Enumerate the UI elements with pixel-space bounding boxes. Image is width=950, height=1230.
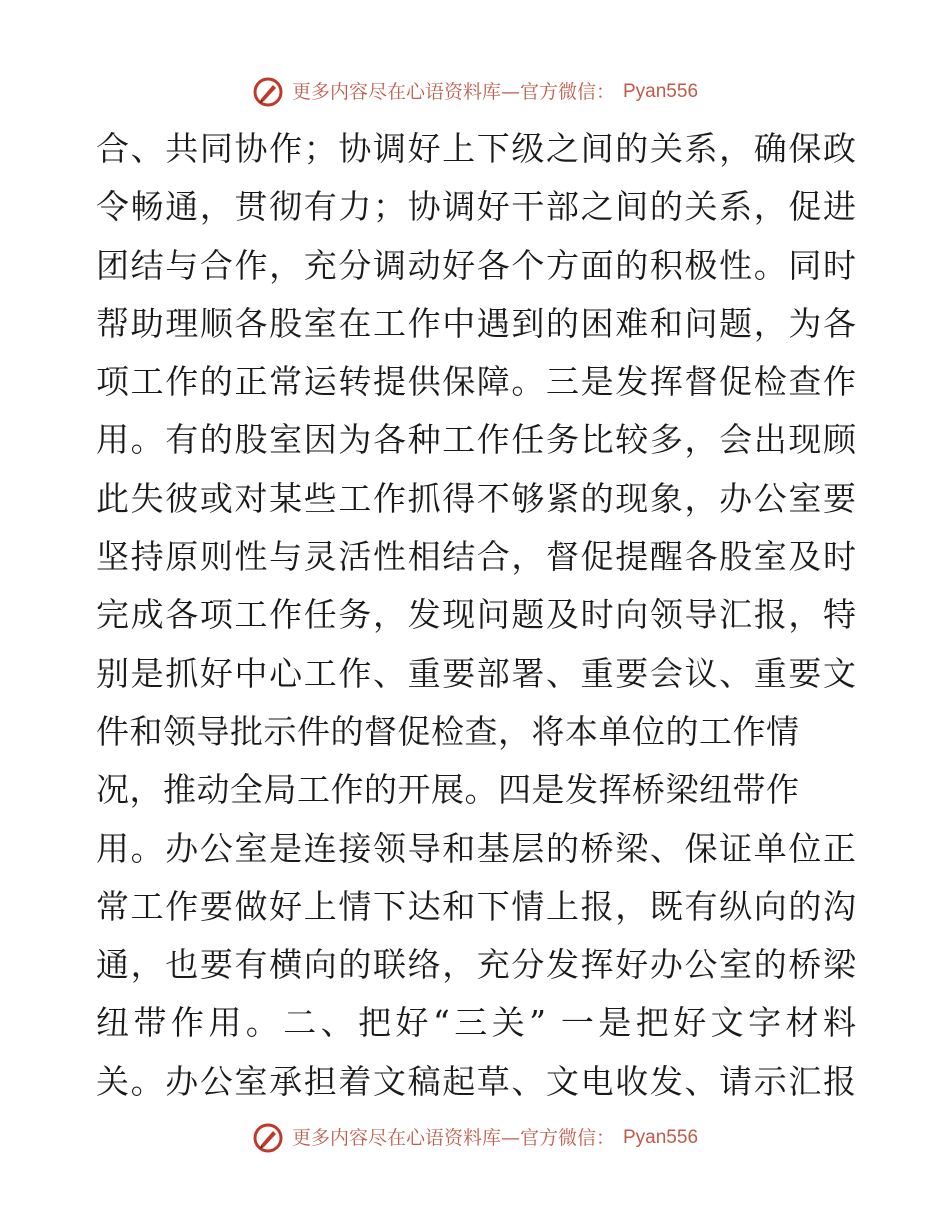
watermark-text: 更多内容尽在心语资料库—官方微信： <box>291 1127 615 1149</box>
pen-circle-logo-icon <box>252 76 284 108</box>
body-line: 团结与合作，充分调动好各个方面的积极性。同时 <box>96 245 856 285</box>
watermark-wechat-id: Pyan556 <box>623 81 699 102</box>
body-line: 坚持原则性与灵活性相结合，督促提醒各股室及时 <box>96 537 856 577</box>
watermark-wechat-id: Pyan556 <box>623 1127 699 1148</box>
body-line: 用。有的股室因为各种工作任务比较多，会出现顾 <box>96 420 856 460</box>
body-line: 通，也要有横向的联络，充分发挥好办公室的桥梁 <box>96 945 856 985</box>
body-line: 令畅通，贯彻有力；协调好干部之间的关系，促进 <box>96 187 856 227</box>
body-line: 合、共同协作；协调好上下级之间的关系，确保政 <box>96 129 856 168</box>
pen-circle-logo-icon <box>252 1122 284 1154</box>
footer-watermark <box>0 1118 950 1158</box>
watermark-text: 更多内容尽在心语资料库—官方微信： <box>291 81 615 103</box>
body-line: 件和领导批示件的督促检查，将本单位的工作情 <box>96 711 800 751</box>
body-line: 项工作的正常运转提供保障。三是发挥督促检查作 <box>96 362 856 402</box>
body-line: 用。办公室是连接领导和基层的桥梁、保证单位正 <box>96 828 856 868</box>
body-line: 此失彼或对某些工作抓得不够紧的现象，办公室要 <box>96 478 856 518</box>
body-line: 完成各项工作任务，发现问题及时向领导汇报，特 <box>96 595 856 635</box>
body-line: 况，推动全局工作的开展。四是发挥桥梁纽带作 <box>96 770 800 810</box>
body-line: 帮助理顺各股室在工作中遇到的困难和问题，为各 <box>96 303 856 343</box>
header-watermark <box>0 72 950 112</box>
body-line: 常工作要做好上情下达和下情上报，既有纵向的沟 <box>96 886 856 926</box>
body-line: 关。办公室承担着文稿起草、文电收发、请示汇报 <box>96 1061 856 1101</box>
document-body <box>96 120 856 1111</box>
body-line: 纽带作用。二、把好“三关” 一是把好文字材料 <box>96 1003 856 1043</box>
body-line: 别是抓好中心工作、重要部署、重要会议、重要文 <box>96 653 856 693</box>
